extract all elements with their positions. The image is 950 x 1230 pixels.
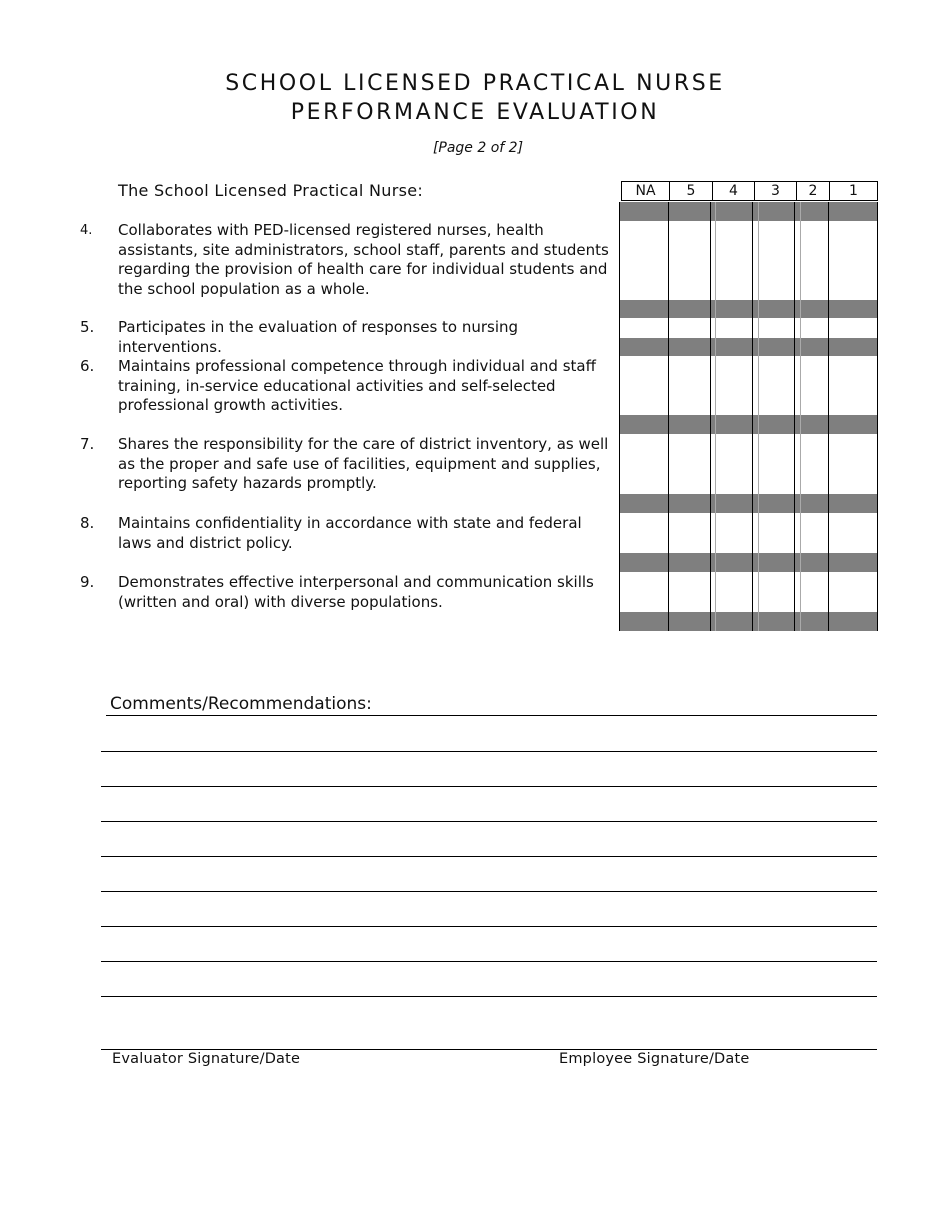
comment-line[interactable] xyxy=(101,786,877,787)
criterion-text: Participates in the evaluation of responses to nursing interventions. xyxy=(118,318,519,356)
comments-label: Comments/Recommendations: xyxy=(110,694,372,714)
row-separator xyxy=(619,415,878,434)
criterion-number: 5. xyxy=(80,318,95,336)
grid-line xyxy=(794,202,795,631)
comment-line[interactable] xyxy=(101,821,877,822)
grid-line xyxy=(619,202,620,631)
criterion-text: Collaborates with PED-licensed registered nurses, health assistants, site administrators, school staff, parents and students regarding the provision of health care for individual students and the school population as a whole. xyxy=(118,221,609,298)
comment-line[interactable] xyxy=(106,715,877,716)
row-separator xyxy=(619,300,878,318)
intro-text: The School Licensed Practical Nurse: xyxy=(118,181,424,200)
employee-signature-label: Employee Signature/Date xyxy=(559,1051,750,1067)
grid-line xyxy=(710,202,711,631)
comment-line[interactable] xyxy=(101,751,877,752)
comment-line[interactable] xyxy=(101,891,877,892)
row-separator xyxy=(619,494,878,513)
comment-line[interactable] xyxy=(101,996,877,997)
comment-line[interactable] xyxy=(101,926,877,927)
grid-line xyxy=(715,202,716,631)
comment-line[interactable] xyxy=(101,961,877,962)
criterion-text: Maintains confidentiality in accordance with state and federal laws and district policy. xyxy=(118,514,582,552)
comment-line[interactable] xyxy=(101,856,877,857)
grid-line xyxy=(800,202,801,631)
criterion-number: 6. xyxy=(80,357,95,375)
rating-header-5: 5 xyxy=(669,181,713,201)
evaluator-signature-label: Evaluator Signature/Date xyxy=(112,1051,301,1067)
signature-line[interactable] xyxy=(101,1049,877,1050)
page-indicator: [Page 2 of 2] xyxy=(432,140,524,156)
row-separator xyxy=(619,202,878,221)
grid-line xyxy=(668,202,669,631)
rating-header-1: 1 xyxy=(829,181,878,201)
rating-header-na: NA xyxy=(621,181,670,201)
grid-line xyxy=(877,202,878,631)
criterion-number: 8. xyxy=(80,514,95,532)
rating-header-2: 2 xyxy=(796,181,830,201)
grid-line xyxy=(828,202,829,631)
rating-grid xyxy=(619,181,878,631)
criterion-number: 7. xyxy=(80,435,95,453)
criterion-text: Shares the responsibility for the care of district inventory, as well as the proper and safe use of facilities, equipment and supplies, reporting safety hazards promptly. xyxy=(118,435,609,493)
row-separator xyxy=(619,553,878,572)
criterion-number: 9. xyxy=(80,573,95,591)
grid-line xyxy=(752,202,753,631)
rating-header-3: 3 xyxy=(754,181,797,201)
rating-header-4: 4 xyxy=(712,181,755,201)
title-line-2: PERFORMANCE EVALUATION xyxy=(290,100,660,125)
criterion-text: Maintains professional competence through individual and staff training, in-service educational activities and self-selected professional growth activities. xyxy=(118,357,596,415)
grid-line xyxy=(758,202,759,631)
row-separator xyxy=(619,612,878,631)
row-separator xyxy=(619,338,878,356)
criterion-number: 4. xyxy=(80,223,93,238)
criterion-text: Demonstrates effective interpersonal and communication skills (written and oral) with diverse populations. xyxy=(118,573,594,611)
title-line-1: SCHOOL LICENSED PRACTICAL NURSE xyxy=(225,71,725,96)
